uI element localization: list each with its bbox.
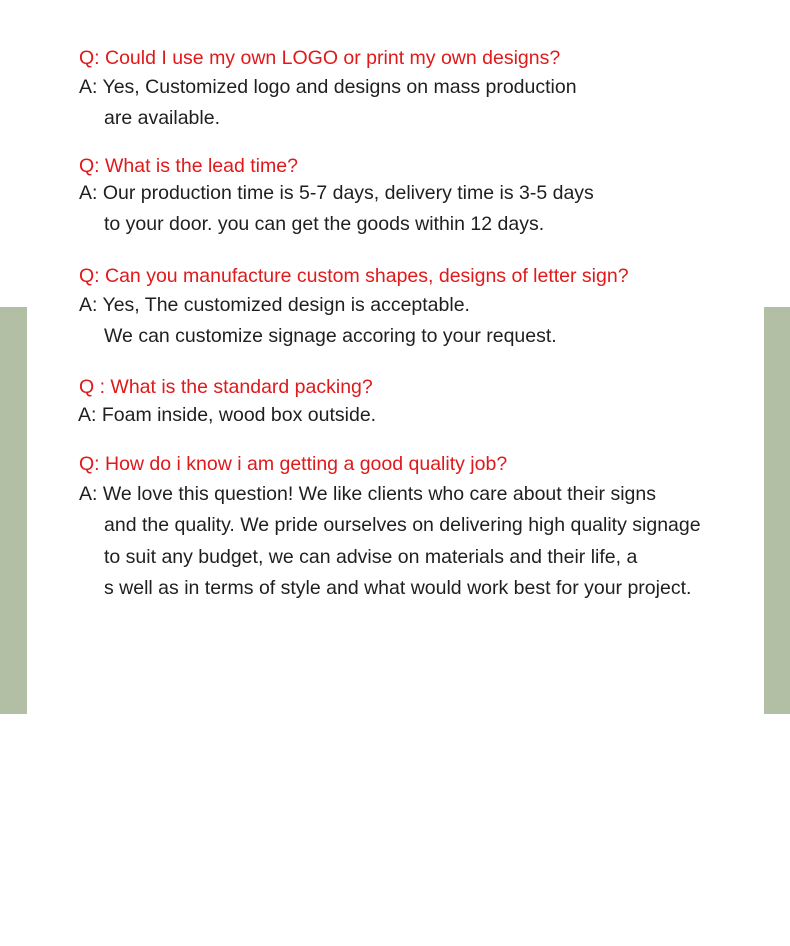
faq-question-4: Q : What is the standard packing? bbox=[79, 376, 373, 398]
faq-answer-3-line-2: We can customize signage accoring to your request. bbox=[104, 325, 557, 347]
faq-answer-5-line-1: A: We love this question! We like clients who care about their signs bbox=[79, 483, 656, 505]
faq-answer-5-line-4: s well as in terms of style and what would work best for your project. bbox=[104, 577, 692, 599]
faq-question-1: Q: Could I use my own LOGO or print my own designs? bbox=[79, 47, 561, 69]
faq-answer-3-line-1: A: Yes, The customized design is acceptable. bbox=[79, 294, 470, 316]
faq-answer-2-line-2: to your door. you can get the goods within 12 days. bbox=[104, 213, 545, 235]
faq-answer-1-line-1: A: Yes, Customized logo and designs on mass production bbox=[79, 76, 577, 98]
faq-answer-5-line-3: to suit any budget, we can advise on materials and their life, a bbox=[104, 546, 638, 568]
faq-question-2: Q: What is the lead time? bbox=[79, 155, 298, 177]
faq-answer-2-line-1: A: Our production time is 5-7 days, delivery time is 3-5 days bbox=[79, 182, 594, 204]
faq-question-3: Q: Can you manufacture custom shapes, designs of letter sign? bbox=[79, 265, 629, 287]
faq-answer-4-line-1: A: Foam inside, wood box outside. bbox=[78, 404, 377, 426]
faq-answer-1-line-2: are available. bbox=[104, 107, 220, 129]
faq-question-5: Q: How do i know i am getting a good quality job? bbox=[79, 453, 508, 475]
faq-answer-5-line-2: and the quality. We pride ourselves on delivering high quality signage bbox=[104, 514, 701, 536]
